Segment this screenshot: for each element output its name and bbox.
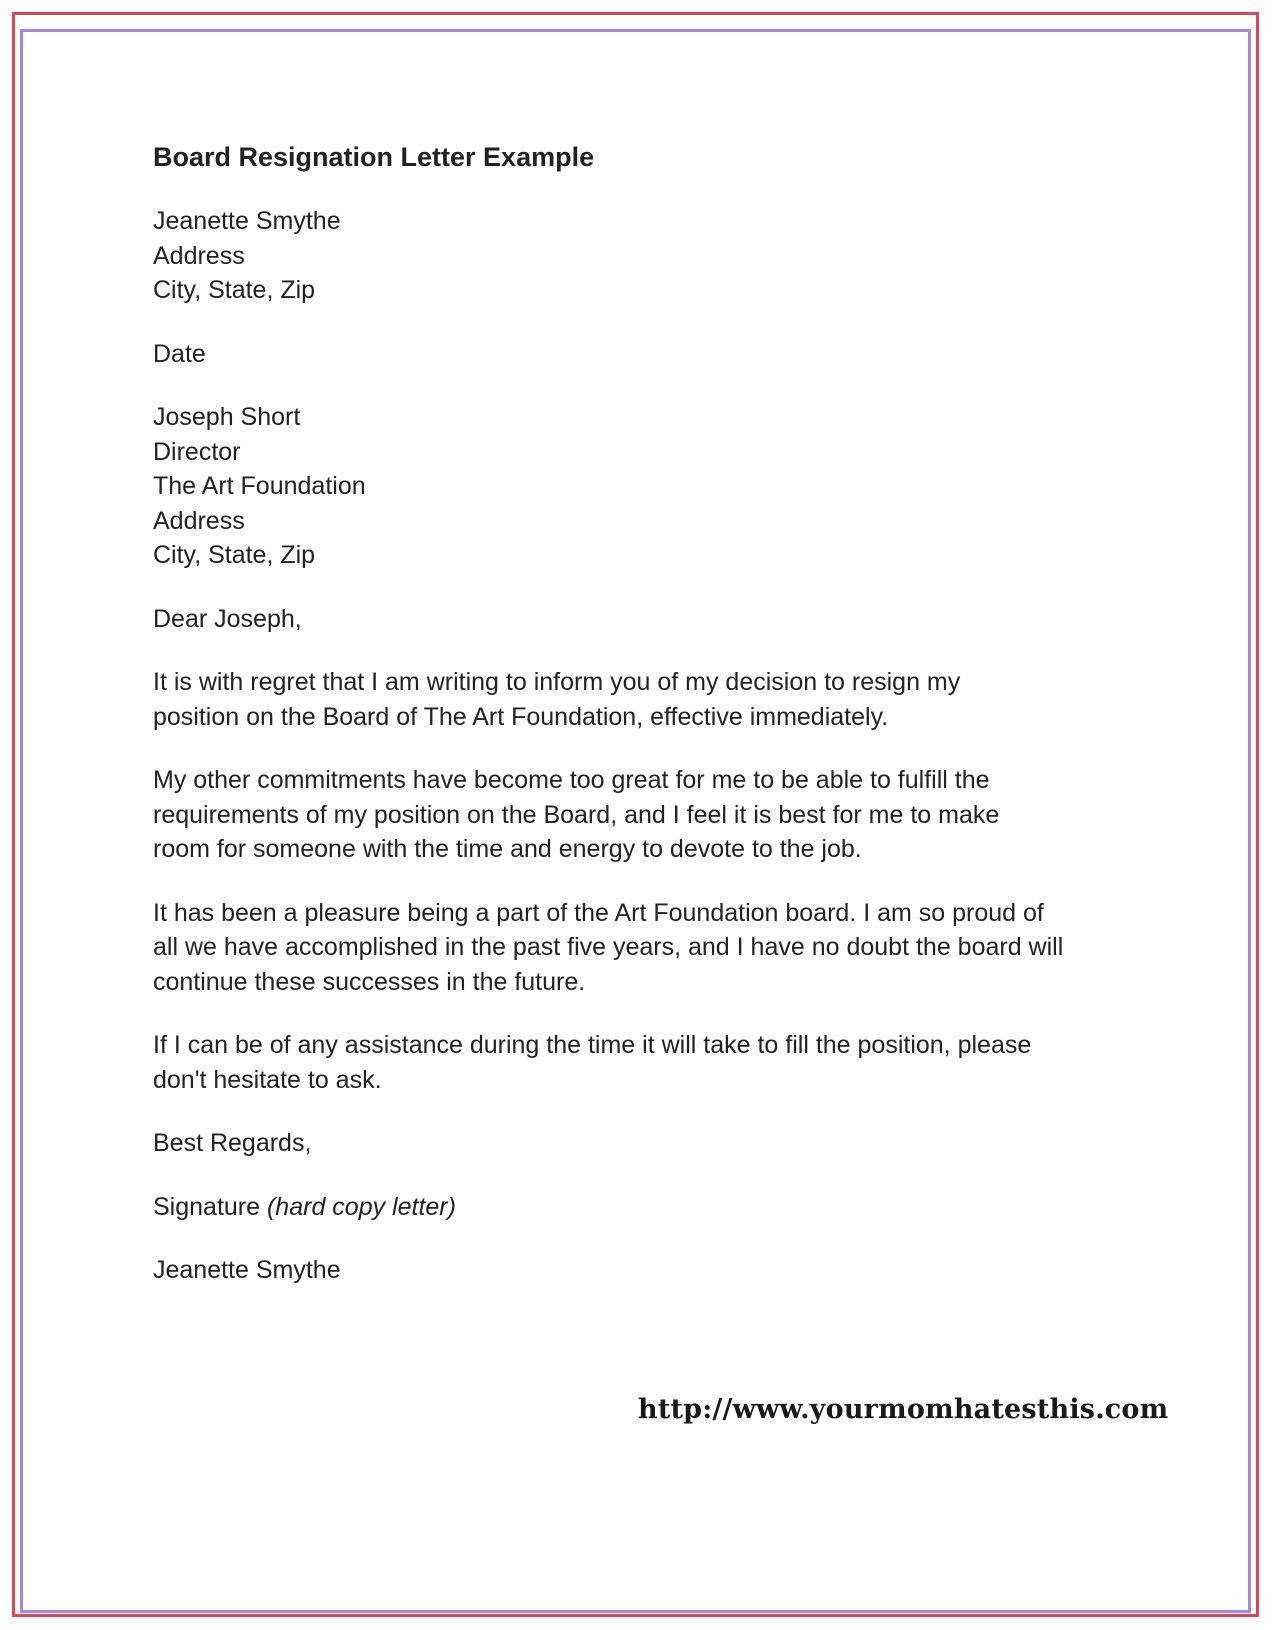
recipient-organization: The Art Foundation [153,472,366,500]
website-link[interactable]: http://www.yourmomhatesthis.com [638,1394,1169,1425]
paragraph-4 [153,1028,1133,1097]
paragraph-1 [153,665,1133,734]
signer-name: Jeanette Smythe [153,1256,341,1284]
signature-note: (hard copy letter) [266,1192,456,1221]
letter-title: Board Resignation Letter Example [153,142,595,172]
paragraph-line: position on the Board of The Art Foundation, effective immediately. [153,702,889,731]
recipient-name: Joseph Short [153,403,301,431]
paragraph-line: If I can be of any assistance during the time it will take to fill the position, please [153,1031,1032,1059]
paragraph-3 [153,896,1133,1000]
paragraph-line: continue these successes in the future. [153,967,586,996]
signature-line [153,1190,1133,1225]
paragraph-line: It has been a pleasure being a part of the Art Foundation board. I am so proud of [153,898,1044,927]
sender-block [153,204,1133,308]
recipient-role: Director [153,437,241,466]
salutation: Dear Joseph, [153,604,302,633]
letter-date: Date [153,339,206,368]
paragraph-line: don't hesitate to ask. [153,1065,382,1094]
paragraph-2 [153,763,1133,867]
paragraph-line: all we have accomplished in the past five years, and I have no doubt the board will [153,933,1064,961]
recipient-city: City, State, Zip [153,541,316,569]
closing: Best Regards, [153,1129,312,1157]
sender-city: City, State, Zip [153,276,316,304]
sender-name: Jeanette Smythe [153,207,341,235]
paragraph-line: It is with regret that I am writing to inform you of my decision to resign my [153,668,961,696]
sender-address: Address [153,241,245,270]
letter-body [153,140,1133,1288]
recipient-block [153,400,1133,573]
signature-label: Signature [153,1192,261,1221]
paragraph-line: requirements of my position on the Board, and I feel it is best for me to make [153,800,1000,829]
recipient-address: Address [153,506,245,535]
paragraph-line: room for someone with the time and energy to devote to the job. [153,835,862,863]
paragraph-line: My other commitments have become too great for me to be able to fulfill the [153,766,990,794]
